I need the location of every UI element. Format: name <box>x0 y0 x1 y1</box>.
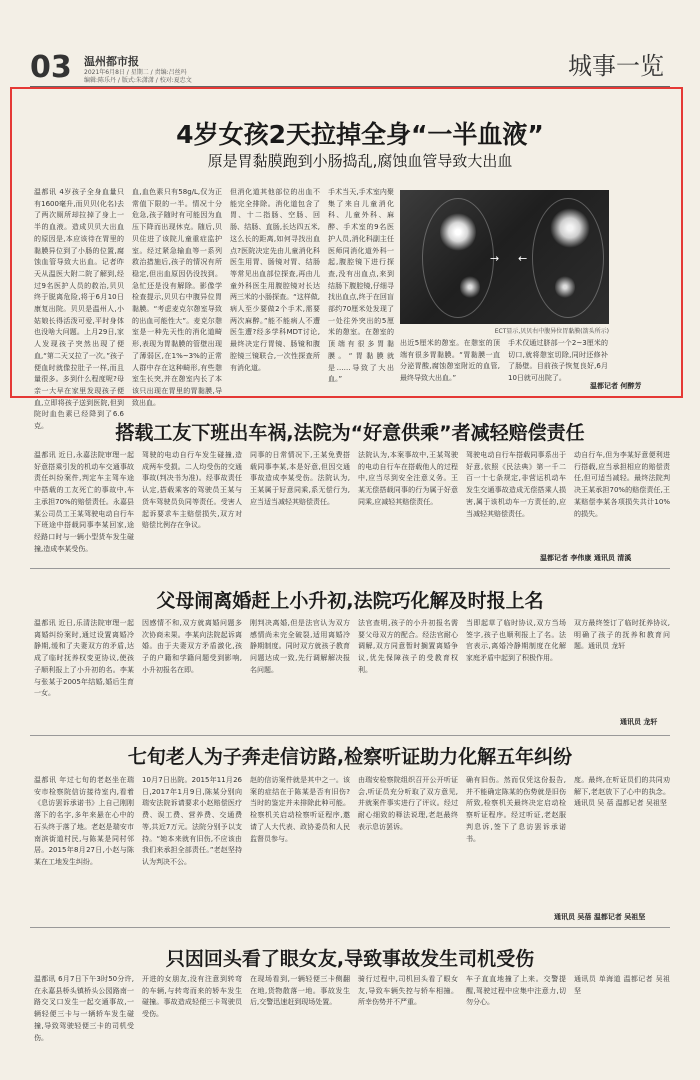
paper-name: 温州都市报 <box>84 55 139 68</box>
article2-title: 搭载工友下班出车祸,法院为“好意供乘”者减轻赔偿责任 <box>115 422 585 444</box>
article1-col-4: 手术当天,手术室内聚集了来自儿童消化科、儿童外科、麻醉、手术室的9名医护人员,消化科副主任医师同消化道外科一起,腹腔镜下进行探查,没有出血点,来到结肠下腹腔镜,仔细寻找出血点,终于在回盲部约70厘米处发现了一处往外突出的5厘米的憩室。在憩室的顶端有很多胃黏膜。“胃黏膜就是……导致了大出血。” <box>328 188 394 384</box>
article3-col-3: 刚判决离婚,但是法官认为双方感情尚未完全破裂,适用离婚冷静期制度。同时双方就孩子教育问题达成一致,先行调解解决报名问题。 <box>250 619 350 674</box>
divider <box>30 927 670 928</box>
arrow-icon: → <box>490 252 500 265</box>
photo-caption: ECT显示,贝贝右中腹异位胃黏膜(箭头所示) <box>494 328 609 335</box>
article4-title: 七旬老人为子奔走信访路,检察听证助力化解五年纠纷 <box>127 746 573 768</box>
article2-col-5: 驾驶电动自行车搭载同事系出于好意,依照《民法典》第一千二百一十七条规定,非营运机动车发生交通事故造成无偿搭乘人损害,属于该机动车一方责任的,应当减轻其赔偿责任。 <box>466 451 566 518</box>
article2-col-6: 动自行车,但为李某好意便利进行搭载,应当承担相应的赔偿责任,但可适当减轻。最终法院判决王某承担70%的赔偿责任,王某赔偿李某各项损失共计10%的损失。 <box>574 451 670 518</box>
article1-col-5: 出近5厘米的憩室。在憩室的顶端有很多胃黏膜。“胃黏膜一直分泌胃酸,腐蚀憩室附近的血管,最终导致大出血。” <box>400 339 500 383</box>
page-header <box>30 50 670 84</box>
article1-col-2: 血,血色素只有58g/L,仅为正常值下限的一半。情况十分危急,孩子随时有可能因为血压下降而出现休克。随后,贝贝住进了该院儿童重症监护室。经过紧急输血等一系列救治措施后,孩子的情况有所稳定,但出血原因仍没找到。急忙还是没有解除。影像学检查提示,贝贝右中腹异位胃黏膜。“考虑麦克尔憩室导致的出血可能性大”。麦克尔憩室是一种先天性的消化道畸形,表现为胃黏膜的管壁出现了薄弱区,在1%~3%的正常人群中存在这种畸形,有些憩室生长突,并在憩室内长了本该只出现在胃里的胃黏膜,导致出血。 <box>132 188 222 407</box>
article1-title: 4岁女孩2天拉掉全身“一半血液” <box>176 120 544 149</box>
article4-col-6: 度。最终,在听证员们的共同劝解下,老赵放下了心中的执念。通讯员 吴 蓓 温都记者 吴祖坚 <box>574 776 670 808</box>
ect-scan-image <box>400 190 609 324</box>
article4-col-2: 10月7日出院。2015年11月26日,2017年1月9日,陈某分别向瑞安法院诉请要求小赵赔偿医疗费、误工费、营养费、交通费等,共近7万元。法院分别予以支持。“她本来就有旧伤,不应该由我们来承担全部责任。”老赵坚持认为判决不公。 <box>142 776 242 866</box>
section-title: 城事一览 <box>568 52 664 80</box>
article2-reporter: 温都记者 李伟康 通讯员 清溪 <box>540 554 632 562</box>
article2-col-3: 同事的日常情况下,王某免费搭载同事李某,本是好意,但因交通事故造成李某受伤。法院认为,王某属于好意同乘,系无偿行为,应当适当减轻其赔偿责任。 <box>250 451 350 506</box>
article4-col-5: 确有旧伤。然而仅凭这份报告,并不能确定陈某的伤势就是旧伤所致,检察机关最终决定启动检察听证程序。经过听证,老赵服判息诉,签下了息访罢诉承诺书。 <box>466 776 566 843</box>
article4-col-3: 赵的信访案件就是其中之一。该案的症结在于陈某是否有旧伤?当时的鉴定并未排除此种可能。检察机关启动检察听证程序,邀请了人大代表、政协委员和人民监督员参与。 <box>250 776 350 843</box>
article5-col-5: 车子直直地撞了上来。交警提醒,驾驶过程中应集中注意力,切勿分心。 <box>466 975 566 1007</box>
article3-col-1: 温都讯 近日,乐清法院审理一起离婚纠纷案时,通过设置离婚冷静期,缓和了夫妻双方的矛盾,达成了临时抚养权变更协议,使孩子顺利报上了小升初的名。李某与张某于2005年结婚,婚后生育一女。 <box>34 619 134 698</box>
article4-col-1: 温都讯 年过七旬的老赵坐在瑞安市检察院信访接待室内,看着《息访罢诉承诺书》上自己刚刚落下的名字,多年来悬在心中的石头终于落了地。老赵是瑞安市南滨街道村民,与陈某是同村邻居。2015年8月27日,小赵与陈某在工地发生纠纷。 <box>34 776 134 866</box>
article5-col-1: 温都讯 6月7日下午3时50分许,在永嘉县桥头镇桥头公园路南一路交叉口发生一起交通事故,一辆轻便三卡与一辆轿车发生碰撞,导致驾驶轻便三卡的司机受伤。 <box>34 975 134 1042</box>
article4-reporter: 通讯员 吴蓓 温都记者 吴祖坚 <box>554 913 646 921</box>
article5-col-3: 在现场看到,一辆轻便三卡侧翻在地,货物散落一地。事故发生后,交警迅速赶到现场处置。 <box>250 975 350 1007</box>
article3-title: 父母闹离婚赶上小升初,法院巧化解及时报上名 <box>156 590 544 612</box>
article1-subtitle: 原是胃黏膜跑到小肠捣乱,腐蚀血管导致大出血 <box>207 152 513 170</box>
article5-col-6: 通讯员 单海道 温都记者 吴祖坚 <box>574 975 670 995</box>
page-number: 03 <box>30 50 72 85</box>
article1-col-1: 温都讯 4岁孩子全身血量只有1600毫升,而贝贝(化名)去了两次厕所却拉掉了身上一半的血液。造成贝贝大出血的原因是,本应该待在胃里的黏膜异位到了小肠的位置,腐蚀血管导致大出血。记者昨天从温医大附二院了解到,经过9名医护人员的救治,贝贝终于脱离危险,将于6月10日康复出院。贝贝是温州人,小姑娘长得活泼可爱,平时身体也没啥大问题。上月29日,家人发现孩子突然出现了便血,“第二天又拉了一次。”孩子便血时就像拉肚子一样,而且量很多。多到什么程度呢?母亲一大早在家里发现孩子便血,立即将孩子送到医院,但到院时血色素已经降到了6.6克。 <box>34 188 124 431</box>
arrow-icon: ← <box>518 252 528 265</box>
article3-col-4: 法官查明,孩子的小升初报名需要父母双方的配合。经法官耐心调解,双方同意暂时搁置离婚争议,优先保障孩子的受教育权利。 <box>358 619 458 674</box>
issue-meta-2: 编辑:陈乐丹 / 版式:朱潇潇 / 校对:夏忠文 <box>84 77 192 84</box>
article1-col-6: 手术仅通过脐部一个2~3厘米的切口,就将憩室切除,同时还修补了肠壁。目前孩子恢复良好,6月10日就可出院了。 <box>508 339 608 383</box>
article2-col-1: 温都讯 近日,永嘉法院审理一起好意搭乘引发的机动车交通事故责任纠纷案件,判定车主驾车途中搭载的工友死亡的事故中,车主承担70%的赔偿责任。永嘉县某公司员工王某驾驶电动自行车下班途中搭载同事李某回家,途经路口时与一辆小型货车发生碰撞,造成李某受伤。 <box>34 451 134 553</box>
article5-col-4: 骑行过程中,司机回头看了眼女友,导致车辆失控与轿车相撞。所幸伤势并不严重。 <box>358 975 458 1007</box>
article1-col-3: 但消化道其他部位的出血不能完全排除。消化道包含了胃、十二指肠、空肠、回肠、结肠、直肠,长达四五米,这么长的距离,如何寻找出血点?医院决定先由儿童消化科医生用胃、肠镜对胃、结肠等常见出血部位探查,再由儿童外科医生用腹腔镜对长达两三米的小肠探查。“这样做,病人至少要做2个手术,需要两次麻醉。”能不能病人不遭医生遭?经多学科MDT讨论,最终决定行胃镜、肠镜和腹腔镜三镜联合,一次性探查所有消化道。 <box>230 188 320 372</box>
issue-meta-1: 2021年6月8日 / 星期二 / 责编:吕丝玛 <box>84 69 187 76</box>
article5-title: 只因回头看了眼女友,导致事故发生司机受伤 <box>165 948 535 970</box>
divider <box>30 735 670 736</box>
divider <box>30 568 670 569</box>
article5-col-2: 开进的女朋友,没有注意到转弯的车辆,与转弯而来的轿车发生碰撞。事故造成轻便三卡驾驶员受伤。 <box>142 975 242 1019</box>
article1-reporter: 温都记者 何醉芳 <box>590 382 642 390</box>
article2-col-2: 驾驶的电动自行车发生碰撞,造成两车受损。二人均受伤的交通事故(判决书为准)。经事故责任认定,搭载乘客的驾驶员王某与货车驾驶员负同等责任。受害人起诉要求车主赔偿损失,双方对赔偿比例存在争议。 <box>142 451 242 530</box>
article3-col-5: 当即起草了临时协议,双方当场签字,孩子也顺利报上了名。法官表示,离婚冷静期制度在化解家庭矛盾中起到了积极作用。 <box>466 619 566 663</box>
article3-col-2: 因感情不和,双方就离婚问题多次协商未果。李某向法院起诉离婚。由于夫妻双方矛盾激化,孩子的户籍和学籍问题受到影响,小升初报名在即。 <box>142 619 242 674</box>
article4-col-4: 由瑞安检察院组织召开公开听证会,听证员充分听取了双方意见,并就案件事实进行了评议。经过耐心细致的释法说理,老赵最终表示息访罢诉。 <box>358 776 458 831</box>
article2-col-4: 法院认为,本案事故中,王某驾驶的电动自行车在搭载他人的过程中,应当尽到安全注意义务。王某无偿搭载同事的行为属于好意同乘,应减轻其赔偿责任。 <box>358 451 458 506</box>
article3-col-6: 双方最终签订了临时抚养协议,明确了孩子的抚养和教育问题。通讯员 龙轩 <box>574 619 670 651</box>
article3-reporter: 通讯员 龙轩 <box>620 718 658 726</box>
